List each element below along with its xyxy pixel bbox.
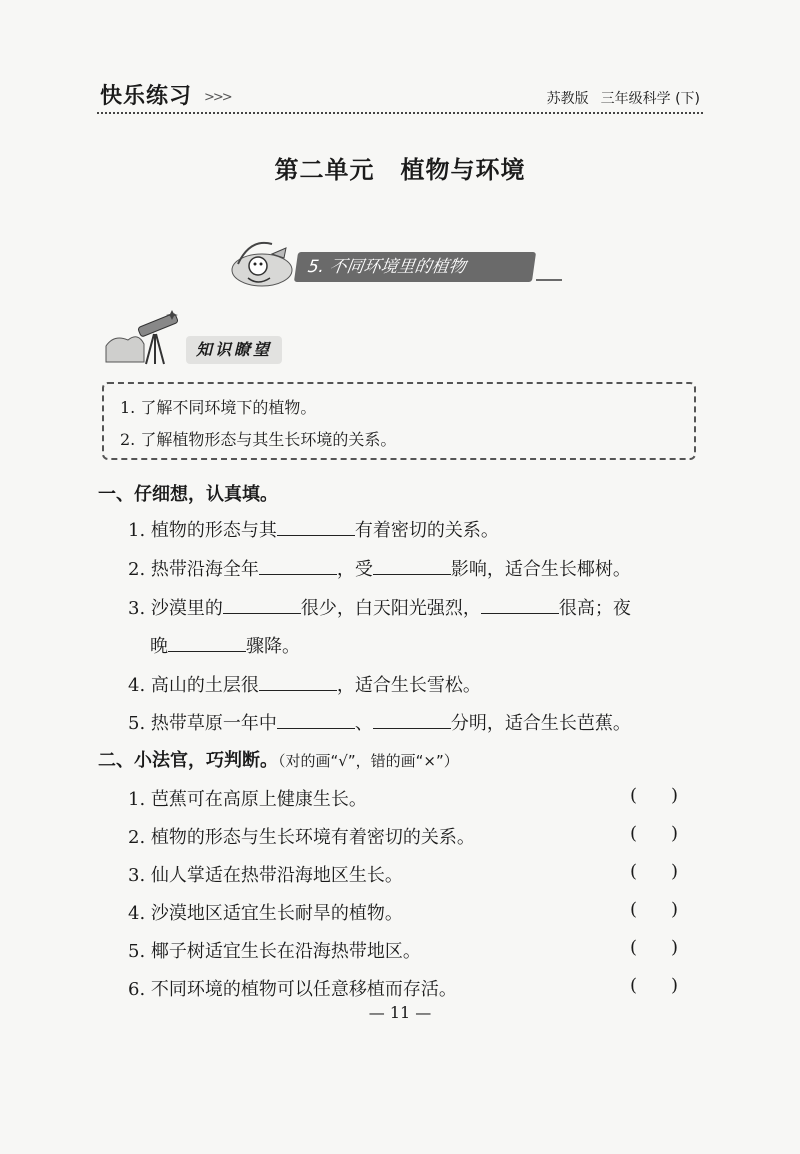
question-text: 很高；夜 [558,598,631,619]
question-text: 很少，白天阳光强烈， [300,598,481,619]
answer-blank[interactable] [373,558,451,575]
answer-parentheses[interactable]: () [630,975,713,996]
banner-underline [536,279,562,281]
lesson-title: 5. 不同环境里的植物 [294,252,536,282]
goal-item: 1. 了解不同环境下的植物。 [120,398,317,417]
judge-question-2: 2. 植物的形态与生长环境有着密切的关系。 [128,827,475,848]
answer-blank[interactable] [259,674,337,691]
book-info [547,88,700,108]
question-text: 、 [354,713,373,734]
fill-question-2 [128,555,631,581]
learning-goals-box [102,382,696,460]
judge-question-5: 5. 椰子树适宜生长在沿海热带地区。 [128,941,421,962]
answer-blank[interactable] [223,597,301,614]
fill-question-5 [128,709,631,735]
answer-blank[interactable] [373,712,451,729]
section2-instruction: （对的画“√”，错的画“×”） [278,752,459,770]
fill-question-1 [128,516,499,542]
question-text: ，适合生长雪松。 [336,675,481,696]
section2-title: 二、小法官，巧判断。 [98,750,278,771]
series-title: 快乐练习 [100,84,193,109]
answer-parentheses[interactable]: () [630,937,713,958]
answer-blank[interactable] [259,558,337,575]
question-text: 骤降。 [246,636,300,657]
unit-title [0,150,800,185]
answer-blank[interactable] [168,635,246,652]
question-text: 分明，适合生长芭蕉。 [450,713,631,734]
question-text: ，受 [336,559,373,580]
unit-number: 第二单元 [274,156,375,184]
judge-question-6: 6. 不同环境的植物可以任意移植而存活。 [128,979,457,1000]
fill-question-3 [128,594,631,620]
answer-blank[interactable] [277,519,355,536]
question-text: 5. 热带草原一年中 [128,713,277,734]
answer-parentheses[interactable]: () [630,823,713,844]
grade-subject-label: 三年级科学 (下) [600,91,700,107]
telescope-icon [100,306,188,368]
answer-parentheses[interactable]: () [630,785,713,806]
page-number: — 11 — [368,1003,432,1022]
answer-blank[interactable] [277,712,355,729]
judge-question-4: 4. 沙漠地区适宜生长耐旱的植物。 [128,903,403,924]
question-text: 3. 沙漠里的 [128,598,223,619]
section2-header [98,746,459,772]
mascot-icon [228,234,298,290]
question-text: 2. 热带沿海全年 [128,559,259,580]
unit-name: 植物与环境 [400,156,526,184]
judge-question-3: 3. 仙人掌适在热带沿海地区生长。 [128,865,403,886]
goal-item: 2. 了解植物形态与其生长环境的关系。 [120,430,397,449]
fill-question-3-cont [150,632,300,658]
judge-question-1: 1. 芭蕉可在高原上健康生长。 [128,789,367,810]
header-arrows: >>> [204,90,231,105]
answer-blank[interactable] [481,597,559,614]
question-text: 1. 植物的形态与其 [128,520,277,541]
answer-parentheses[interactable]: () [630,899,713,920]
fill-question-4 [128,671,481,697]
header-divider [97,112,703,114]
knowledge-label: 知识瞭望 [186,336,282,364]
edition-label: 苏教版 [546,91,589,107]
question-text: 影响，适合生长椰树。 [450,559,631,580]
section1-title: 一、仔细想，认真填。 [98,484,278,505]
question-text: 4. 高山的土层很 [128,675,259,696]
question-text: 晚 [150,636,168,657]
question-text: 有着密切的关系。 [354,520,499,541]
answer-parentheses[interactable]: () [630,861,713,882]
